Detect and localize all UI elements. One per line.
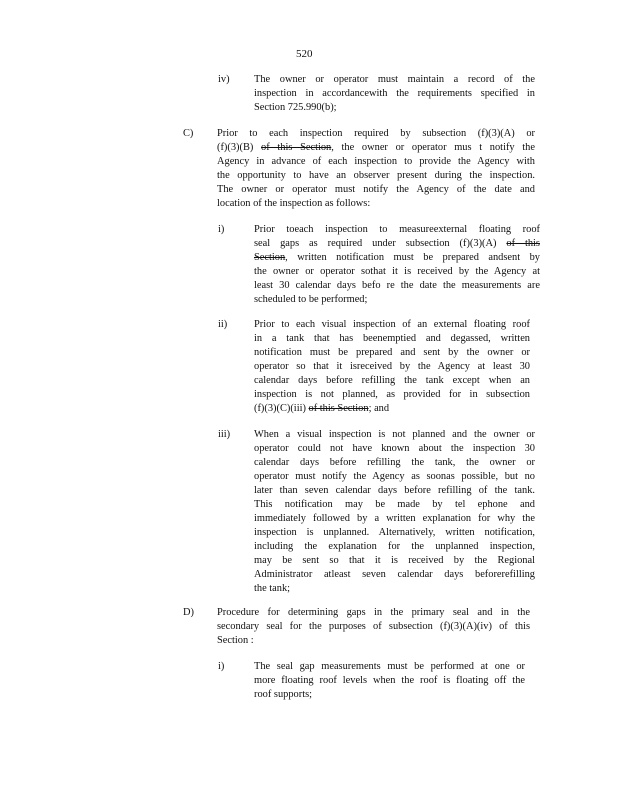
item-c-ii-text (254, 318, 530, 416)
text-line: scheduled to be performed; (254, 294, 368, 305)
text-line: may be sent so that it is received by the Regional (254, 555, 535, 566)
text-line: Procedure for determining gaps in the primary seal and in the (217, 607, 530, 618)
text-line: immediately followed by a written explanation for why the (254, 513, 535, 524)
text-line (217, 141, 535, 155)
text-line: in a tank that has beenemptied and degassed, written (254, 333, 530, 344)
text-line (254, 251, 540, 265)
text-line: notification must be prepared and sent by the owner or (254, 347, 530, 358)
struck-text: of this Section (261, 142, 332, 153)
text-fragment: , written notification must be prepared andsent by (285, 252, 540, 263)
text-line: operator must notify the Agency as soonas possible, but no (254, 471, 535, 482)
text-line: inspection is unplanned. Alternatively, written notification, (254, 527, 535, 538)
text-line: inspection in accordancewith the requirements specified in (254, 88, 535, 99)
text-fragment: (f)(3)(C)(iii) (254, 403, 306, 414)
item-c-iii-label: iii) (218, 429, 231, 440)
text-line: Agency in advance of each inspection to provide the Agency with (217, 156, 535, 167)
text-line: When a visual inspection is not planned and the owner or (254, 429, 535, 440)
item-d-i-text (254, 660, 525, 702)
text-fragment: ; and (368, 403, 390, 414)
text-line: inspection is not planned, as provided for in subsection (254, 389, 530, 400)
text-line: location of the inspection as follows: (217, 198, 371, 209)
section-d-label: D) (183, 607, 194, 618)
text-fragment: , the owner or operator mus t notify the (331, 142, 535, 153)
section-c-label: C) (183, 128, 194, 139)
item-c-ii-label: ii) (218, 319, 228, 330)
section-c-text (217, 127, 535, 211)
text-line (254, 402, 530, 416)
struck-text: Section (254, 252, 286, 263)
text-line: operator so that it isreceived by the Agency at least 30 (254, 361, 530, 372)
text-line: Prior toeach inspection to measureexternal floating roof (254, 224, 540, 235)
text-line: calendar days before refilling the tank, the owner or (254, 457, 535, 468)
text-line: Section 725.990(b); (254, 102, 337, 113)
item-iv-label: iv) (218, 74, 230, 85)
text-line: Section : (217, 635, 254, 646)
text-line: Prior to each visual inspection of an external floating roof (254, 319, 530, 330)
item-iv-text (254, 73, 535, 115)
text-line: the owner or operator sothat it is received by the Agency at (254, 266, 540, 277)
struck-text: of this (506, 238, 540, 249)
text-line: operator could not have known about the inspection 30 (254, 443, 535, 454)
text-line: least 30 calendar days befo re the date the measurements are (254, 280, 540, 291)
text-fragment: seal gaps as required under subsection (f)(3)(A) (254, 238, 497, 249)
text-line: The owner or operator must maintain a record of the (254, 74, 535, 85)
text-line: the opportunity to have an observer present during the inspection. (217, 170, 535, 181)
item-c-i-label: i) (218, 224, 225, 235)
item-c-iii-text (254, 428, 535, 596)
section-d-text (217, 606, 530, 648)
text-line: secondary seal for the purposes of subsection (f)(3)(A)(iv) of this (217, 621, 530, 632)
item-d-i-label: i) (218, 661, 225, 672)
text-line: Administrator atleast seven calendar days beforerefilling (254, 569, 535, 580)
struck-text: of this Section (308, 403, 369, 414)
text-fragment: (f)(3)(B) (217, 142, 254, 153)
page-number: 520 (296, 48, 313, 60)
text-line: more floating roof levels when the roof is floating off the (254, 675, 525, 686)
text-line: later than seven calendar days before refilling of the tank. (254, 485, 535, 496)
text-line: The seal gap measurements must be performed at one or (254, 661, 525, 672)
text-line: The owner or operator must notify the Agency of the date and (217, 184, 535, 195)
text-line: Prior to each inspection required by subsection (f)(3)(A) or (217, 128, 535, 139)
text-line: This notification may be made by tel ephone and (254, 499, 535, 510)
item-c-i-text (254, 223, 540, 307)
text-line: calendar days before refilling the tank except when an (254, 375, 530, 386)
text-line (254, 237, 540, 251)
text-line: including the explanation for the unplanned inspection, (254, 541, 535, 552)
text-line: the tank; (254, 583, 291, 594)
text-line: roof supports; (254, 689, 313, 700)
